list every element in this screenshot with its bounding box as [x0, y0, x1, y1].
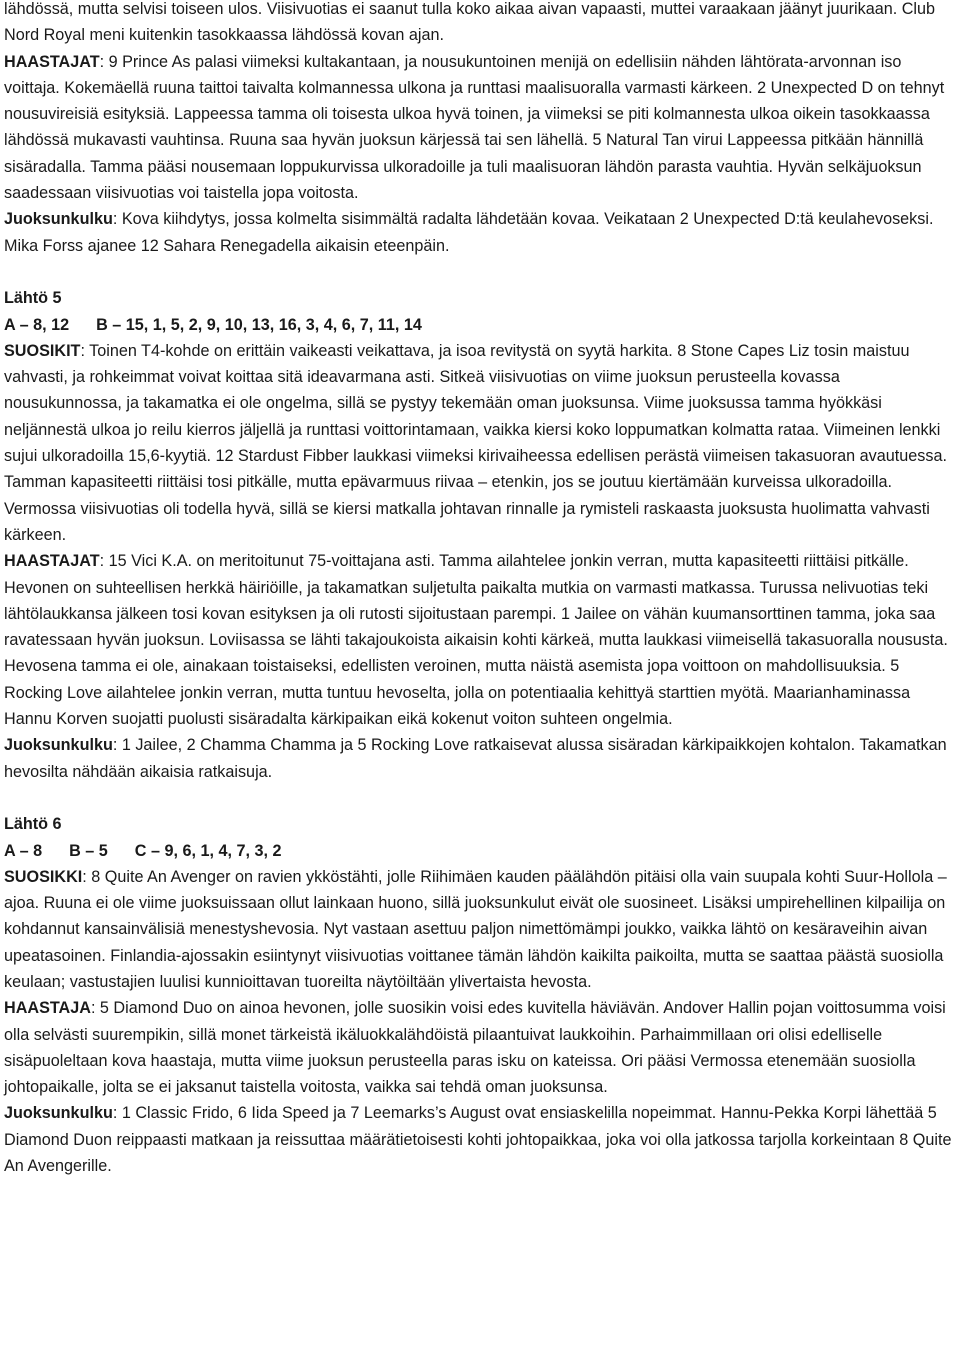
race-6-picks-c: C – 9, 6, 1, 4, 7, 3, 2: [134, 841, 282, 860]
suosikit-label: SUOSIKIT: [4, 341, 81, 360]
document-page: [4, 0, 958, 1179]
haastajat-label: HAASTAJAT: [4, 552, 100, 571]
race-6-picks-a: A – 8: [4, 841, 43, 860]
juoksunkulku-text: : Kova kiihdytys, jossa kolmelta sisimmältä radalta lähdetään kovaa. Veikataan 2 Unexpected D:tä keulahevoseksi. Mika Forss ajanee 12 Sahara Renegadella aikaisin eteenpäin.: [4, 210, 934, 255]
race-6-juoksunkulku: [4, 1100, 958, 1179]
race-6-suosikki: [4, 864, 958, 995]
race-5-suosikit: [4, 338, 958, 548]
previous-race-juoksunkulku: [4, 206, 958, 259]
race-5-picks-a: A – 8, 12: [4, 315, 70, 334]
juoksunkulku-label: Juoksunkulku: [4, 1104, 113, 1123]
suosikki-label: SUOSIKKI: [4, 867, 83, 886]
suosikit-text: : Toinen T4-kohde on erittäin vaikeasti veikattava, ja isoa revitystä on syytä harkita. 8 Stone Capes Liz tosin maistuu vahvasti, ja rohkeimmat voivat koittaa sitä ideavarmana asti. Sitkeä viisivuotias on viime juoksun perusteella kovassa nousukunnossa, ja takamatka ei ole ongelma, sillä se pystyy tekemään oman juoksunsa. Viime juoksussa tamma hyökkäsi neljännestä ulkoa jo reilu kierros jäljellä ja runttasi voittorintamaan, vaikka kiersi koko loppumatkan kolmatta rataa. Viimeinen lenkki sujui ulkoradoilla 15,6-kyytiä. 12 Stardust Fibber laukkasi viimeksi kirivaiheessa edellisen perästä viimeisen takasuoran avautuessa. Tamman kapasiteetti riittäisi tosi pitkälle, mutta epävarmuus riivaa – etenkin, jos se joutuu kiertämään kurveissa ulkoradoilla. Vermossa viisivuotias oli todella hyvä, sillä se kiersi matkalla johtavan rinnalle ja rymisteli raskaasta juoksusta huolimatta vahvasti kärkeen.: [4, 341, 947, 544]
race-6-picks: [4, 838, 958, 864]
juoksunkulku-label: Juoksunkulku: [4, 210, 113, 229]
section-spacer: [4, 785, 958, 811]
haastaja-text: : 5 Diamond Duo on ainoa hevonen, jolle suosikin voisi edes kuvitella häviävän. Andover Hallin pojan voittosumma voisi olla selvästi suurempikin, sillä monet tärkeistä ikäluokkalähdöistä pilaantuivat laukkoihin. Parhaimmillaan ori olisi edelliselle sisäpuoleltaan kova haastaja, mutta viime juoksun perusteella paras isku on kateissa. Ori pääsi Vermossa etenemään suosiolla johtopaikalle, jolta se ei jaksanut taistella voitosta, vaikka sai tehdä oman juoksunsa.: [4, 999, 946, 1097]
haastajat-text: : 9 Prince As palasi viimeksi kultakantaan, ja nousukuntoinen menijä on edellisiin nähden lähtörata-arvonnan iso voittaja. Kokemäellä ruuna taittoi taivalta kolmannessa ulkona ja runttasi maalisuoralla varmasti kärkeen. 2 Unexpected D on tehnyt nousuvireisiä esityksiä. Lappeessa tamma oli toisesta ulkoa hyvä toinen, ja viimeksi se piti kolmannesta ulkoa oikein tasokkaassa lähdössä mukavasti vauhtinsa. Ruuna saa hyvän juoksun kärjessä tai sen lähellä. 5 Natural Tan virui Lappeessa pitkään hännillä sisäradalla. Tamma pääsi nousemaan loppukurvissa ulkoradoille ja tuli maalisuoran lähdön parasta vauhtia. Hyvän selkäjuoksun saadessaan viisivuotias voi taistella jopa voitosta.: [4, 52, 945, 203]
juoksunkulku-label: Juoksunkulku: [4, 736, 113, 755]
race-6-title: Lähtö 6: [4, 815, 62, 834]
juoksunkulku-text: : 1 Classic Frido, 6 Iida Speed ja 7 Leemarks’s August ovat ensiaskelilla nopeimmat. Hannu-Pekka Korpi lähettää 5 Diamond Duon reippaasti matkaan ja reissuttaa määrätietoisesti kohti johtopaikkaa, joka voi olla jatkossa tarjolla korkeintaan 8 Quite An Avengerille.: [4, 1104, 952, 1176]
race-5-haastajat: [4, 548, 958, 732]
suosikki-text: : 8 Quite An Avenger on ravien ykköstähti, jolle Riihimäen kauden päälähdön pitäisi olla vain suupala kohti Suur-Hollola –ajoa. Ruuna ei ole viime juoksuissaan ollut lainkaan huono, sillä juoksunkulut eivät ole suosineet. Lisäksi umpirehellinen kilpailija on kohdannut kansainvälisiä menestyshevosia. Nyt vastaan asettuu paljon nimettömämpi joukko, vaikka lähtö on kesäraveihin aivan upeatasoinen. Finlandia-ajossakin esiintynyt viisivuotias voittanee tämän lähdön kaikilta paikoilta, mutta se saattaa päästä suosiolla keulaan; vastustajien luulisi kunnioittavan tuoreilta näytöiltään ylivertaista hevosta.: [4, 867, 947, 991]
previous-race-haastajat: [4, 49, 958, 207]
previous-race-text: lähdössä, mutta selvisi toiseen ulos. Viisivuotias ei saanut tulla koko aikaa aivan vapaasti, muttei varaakaan jäänyt juurikaan. Club Nord Royal meni kuitenkin tasokkaassa lähdössä kovan ajan.: [4, 0, 936, 45]
race-5-title: Lähtö 5: [4, 289, 62, 308]
previous-race-paragraph: [4, 0, 958, 49]
haastaja-label: HAASTAJA: [4, 999, 91, 1018]
haastajat-label: HAASTAJAT: [4, 52, 100, 71]
race-5-picks-b: B – 15, 1, 5, 2, 9, 10, 13, 16, 3, 4, 6, 7, 11, 14: [96, 315, 422, 334]
race-5-juoksunkulku: [4, 732, 958, 785]
haastajat-text: : 15 Vici K.A. on meritoitunut 75-voittajana asti. Tamma ailahtelee jonkin verran, mutta kapasiteetti riittäisi pitkälle. Hevonen on suhteellisen herkkä häiriöille, ja takamatkan suljetulta paikalta mutkia on varmasti matkassa. Turussa nelivuotias teki lähtölaukkansa jälkeen tosi kovan esityksen ja oli rutosti sijoitustaan parempi. 1 Jailee on vähän kuumansorttinen tamma, joka saa ravatessaan hyvän juoksun. Loviisassa se lähti takajoukoista aikaisin kohti kärkeä, mutta laukkasi viimeisellä takasuoralla noususta. Hevosena tamma ei ole, ainakaan toistaiseksi, edellisten veroinen, mutta näistä asemista jopa voittoon on mahdollisuuksia. 5 Rocking Love ailahtelee jonkin verran, mutta tuntuu hevoselta, jolla on potentiaalia kehittyä starttien myötä. Maarianhaminassa Hannu Korven suojatti puolusti sisäradalta kärkipaikan eikä kokenut voiton suhteen ongelmia.: [4, 552, 948, 729]
race-5-picks: [4, 312, 958, 338]
section-spacer: [4, 259, 958, 285]
race-6-haastaja: [4, 995, 958, 1100]
juoksunkulku-text: : 1 Jailee, 2 Chamma Chamma ja 5 Rocking Love ratkaisevat alussa sisäradan kärkipaikkojen kohtalon. Takamatkan hevosilta nähdään aikaisia ratkaisuja.: [4, 736, 947, 781]
race-6-picks-b: B – 5: [69, 841, 108, 860]
